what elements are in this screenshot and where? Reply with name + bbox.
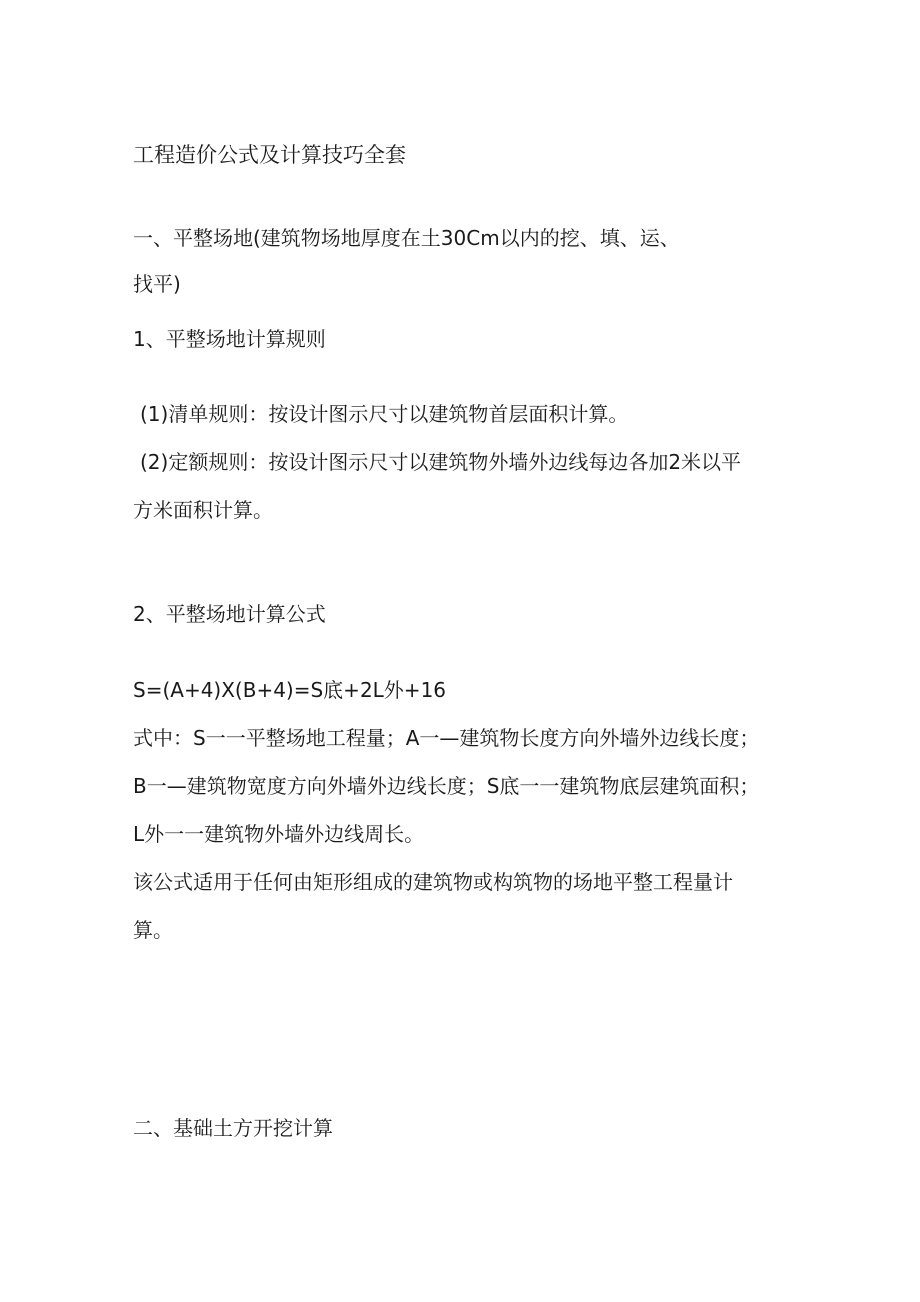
formula-definition-line3: L外一一建筑物外墙外边线周长。 [133,822,425,846]
section2-heading: 二、基础土方开挖计算 [133,1116,333,1140]
section1-heading-line1: 一、平整场地(建筑物场地厚度在土30Cm以内的挖、填、运、 [133,226,680,250]
formula: S=(A+4)X(B+4)=S底+2L外+16 [133,678,447,702]
rule-list-standard: (1)清单规则：按设计图示尺寸以建筑物首层面积计算。 [140,402,629,426]
subsection2-heading: 2、平整场地计算公式 [133,602,326,626]
document-title: 工程造价公式及计算技巧全套 [133,143,406,167]
applicability-line1: 该公式适用于任何由矩形组成的建筑物或构筑物的场地平整工程量计 [133,870,733,894]
rule-quota-line1: (2)定额规则：按设计图示尺寸以建筑物外墙外边线每边各加2米以平 [140,450,742,474]
formula-definition-line2: B一—建筑物宽度方向外墙外边线长度；S底一一建筑物底层建筑面积； [133,774,760,798]
subsection1-heading: 1、平整场地计算规则 [133,327,326,351]
formula-definition-line1: 式中：S一一平整场地工程量；A一—建筑物长度方向外墙外边线长度； [133,726,760,750]
section1-heading-line2: 找平) [133,272,181,296]
applicability-line2: 算。 [133,918,173,942]
rule-quota-line2: 方米面积计算。 [133,498,273,522]
